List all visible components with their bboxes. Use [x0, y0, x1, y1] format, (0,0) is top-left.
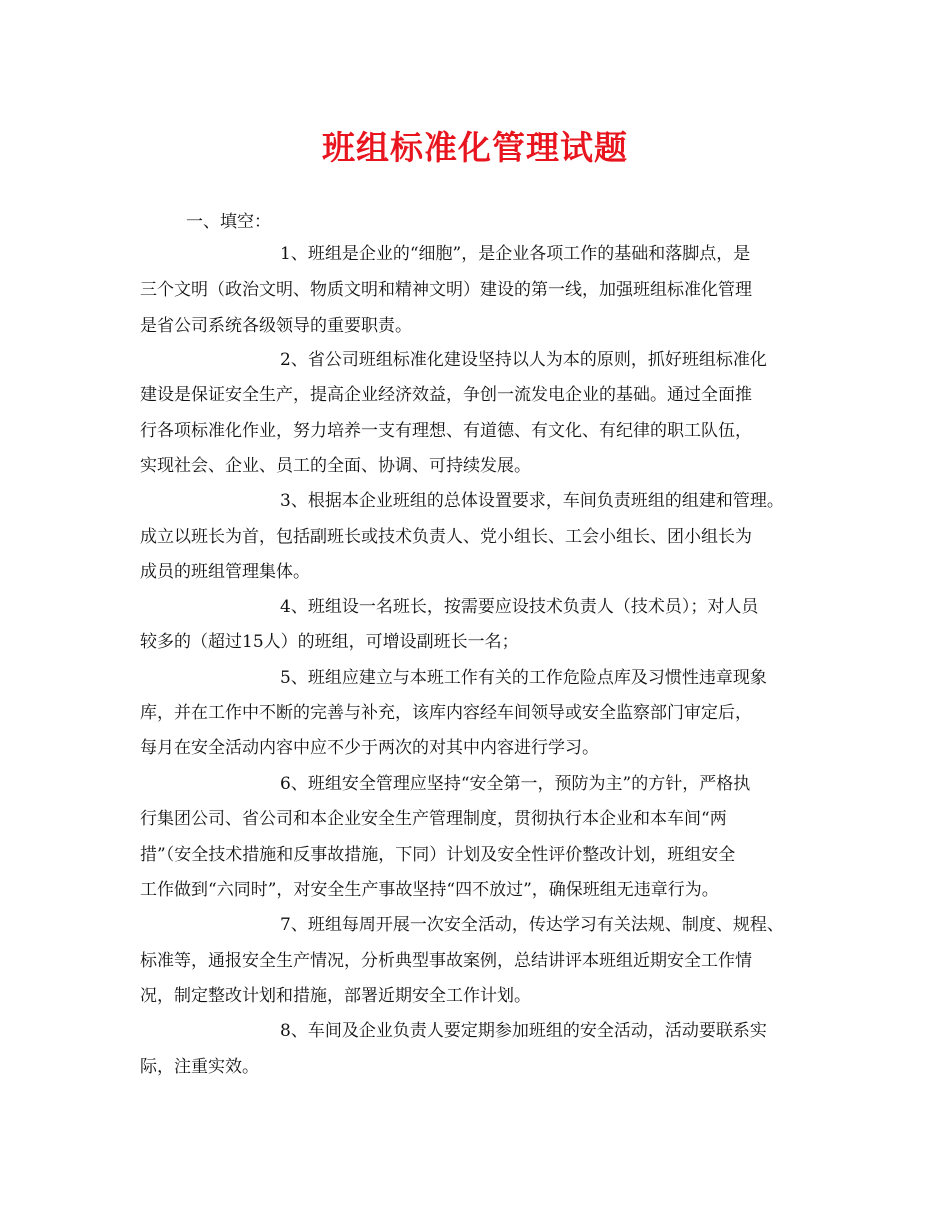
paragraph-2-line-3: 行各项标准化作业，努力培养一支有理想、有道德、有文化、有纪律的职工队伍， — [140, 421, 752, 441]
paragraph-2-line-2: 建设是保证安全生产，提高企业经济效益，争创一流发电企业的基础。通过全面推 — [140, 385, 752, 405]
section-heading: 一、填空： — [186, 212, 271, 232]
paragraph-4-line-1: 4、班组设一名班长，按需要应设技术负责人（技术员）；对人员 — [280, 597, 759, 617]
paragraph-2-line-4: 实现社会、企业、员工的全面、协调、可持续发展。 — [140, 456, 531, 476]
paragraph-7-line-3: 况，制定整改计划和措施，部署近期安全工作计划。 — [140, 986, 531, 1006]
paragraph-4-line-2: 较多的（超过15人）的班组，可增设副班长一名； — [140, 632, 519, 652]
paragraph-6-line-3: 措”（安全技术措施和反事故措施，下同）计划及安全性评价整改计划，班组安全 — [140, 845, 736, 865]
paragraph-3-line-1: 3、根据本企业班组的总体设置要求，车间负责班组的组建和管理。 — [280, 491, 784, 511]
paragraph-3-line-2: 成立以班长为首，包括副班长或技术负责人、党小组长、工会小组长、团小组长为 — [140, 527, 752, 547]
paragraph-1-line-3: 是省公司系统各级领导的重要职责。 — [140, 316, 412, 336]
paragraph-5-line-1: 5、班组应建立与本班工作有关的工作危险点库及习惯性违章现象 — [280, 668, 767, 688]
paragraph-6-line-2: 行集团公司、省公司和本企业安全生产管理制度，贯彻执行本企业和本车间“两 — [140, 809, 727, 829]
paragraph-8-line-1: 8、车间及企业负责人要定期参加班组的安全活动，活动要联系实 — [280, 1021, 767, 1041]
paragraph-5-line-2: 库，并在工作中不断的完善与补充，该库内容经车间领导或安全监察部门审定后， — [140, 703, 752, 723]
document-title: 班组标准化管理试题 — [322, 128, 628, 167]
paragraph-7-line-2: 标准等，通报安全生产情况，分析典型事故案例，总结讲评本班组近期安全工作情 — [140, 951, 752, 971]
paragraph-1-line-1: 1、班组是企业的“细胞”，是企业各项工作的基础和落脚点，是 — [280, 244, 751, 264]
paragraph-1-line-2: 三个文明（政治文明、物质文明和精神文明）建设的第一线，加强班组标准化管理 — [140, 280, 752, 300]
paragraph-5-line-3: 每月在安全活动内容中应不少于两次的对其中内容进行学习。 — [140, 738, 599, 758]
paragraph-3-line-3: 成员的班组管理集体。 — [140, 562, 310, 582]
paragraph-2-line-1: 2、省公司班组标准化建设坚持以人为本的原则，抓好班组标准化 — [280, 350, 767, 370]
paragraph-7-line-1: 7、班组每周开展一次安全活动，传达学习有关法规、制度、规程、 — [280, 915, 784, 935]
paragraph-6-line-1: 6、班组安全管理应坚持“安全第一，预防为主”的方针，严格执 — [280, 774, 751, 794]
paragraph-8-line-2: 际，注重实效。 — [140, 1057, 259, 1077]
paragraph-6-line-4: 工作做到“六同时”，对安全生产事故坚持“四不放过”，确保班组无违章行为。 — [140, 880, 719, 900]
